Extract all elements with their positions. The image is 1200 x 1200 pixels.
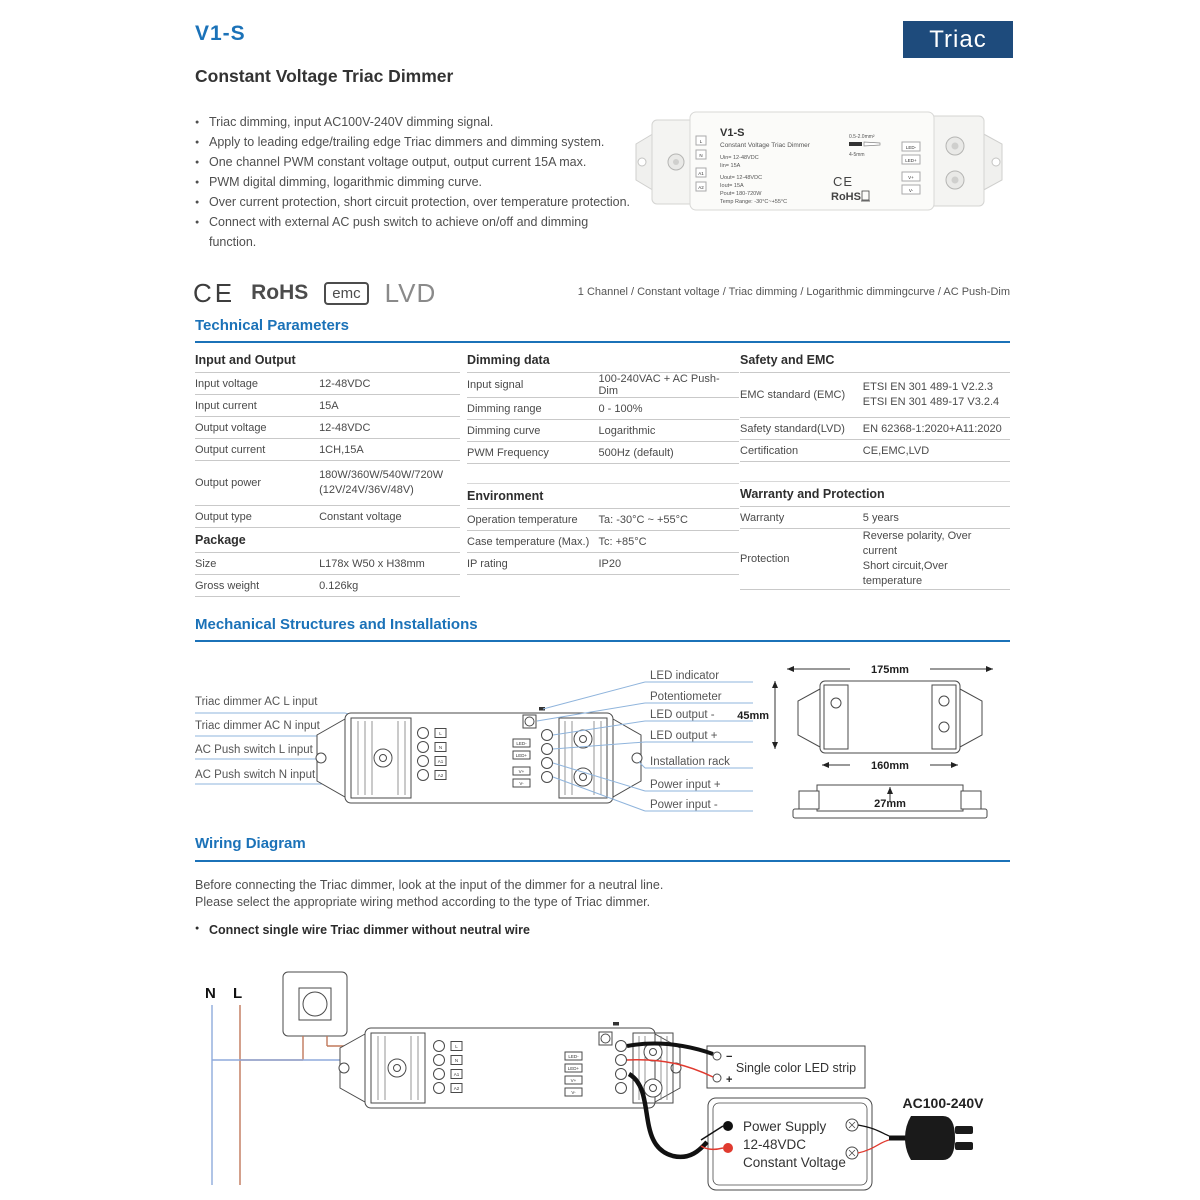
label-potentiometer: Potentiometer [650,691,722,703]
table-row: Output current 1CH,15A [195,439,460,461]
feature-item: ● PWM digital dimming, logarithmic dimming curve. [195,172,635,192]
dim-27mm: 27mm [874,798,906,810]
svg-text:Pout= 180-720W: Pout= 180-720W [720,191,762,197]
lvd-mark: LVD [384,277,437,308]
svg-text:V+: V+ [908,175,914,180]
label-triac-ac-n: Triac dimmer AC N input [195,720,320,732]
ac-plug-icon [905,1116,973,1160]
device-drawing [316,707,642,803]
table-row: Dimming range 0 - 100% [467,398,739,420]
table-row: IP rating IP20 [467,553,739,575]
table-row: EMC standard (EMC) ETSI EN 301 489-1 V2.2.3 ETSI EN 301 489-17 V3.2.4 [740,373,1010,418]
strip-minus: − [726,1051,733,1063]
table-row: Warranty 5 years [740,507,1010,529]
svg-text:V-: V- [908,188,914,193]
svg-text:Uout= 12-48VDC: Uout= 12-48VDC [720,175,763,181]
svg-text:V-: V- [519,781,524,786]
table-group-header: Dimming data [467,348,739,373]
mechanical-diagram [195,655,1010,830]
svg-text:LED+: LED+ [515,753,528,758]
table-group-header: Safety and EMC [740,348,1010,373]
svg-text:Temp Range: -30°C~+55°C: Temp Range: -30°C~+55°C [720,199,788,205]
psu-plus-terminal [723,1143,733,1153]
svg-text:LED-: LED- [905,145,917,150]
svg-text:LED-: LED- [516,741,527,746]
psu-minus-terminal [723,1121,733,1131]
section-technical-parameters: Technical Parameters [195,317,349,334]
label-power-input-minus: Power input - [650,799,718,811]
svg-text:Iout= 15A: Iout= 15A [720,183,744,189]
table-row: Gross weight 0.126kg [195,575,460,597]
certification-row [193,276,436,310]
led-indicator [613,1022,619,1026]
wiring-bullet: ● Connect single wire Triac dimmer without neutral wire [195,923,530,937]
section-divider [195,640,1010,642]
label-power-input-plus: Power input + [650,779,721,791]
led-strip-label: Single color LED strip [735,1061,857,1075]
section-mechanical: Mechanical Structures and Installations [195,616,478,633]
svg-text:V-: V- [571,1090,576,1095]
svg-text:RoHS: RoHS [831,191,861,203]
table-row: Operation temperature Ta: -30°C ~ +55°C [467,509,739,531]
table-row: Protection Reverse polarity, Over current Short circuit,Over temperature [740,529,1010,590]
svg-text:CE: CE [833,174,854,189]
svg-text:A1: A1 [698,171,704,176]
table-group-header: Warranty and Protection [740,482,1010,507]
label-led-indicator: LED indicator [650,670,720,682]
svg-text:LED+: LED+ [567,1066,580,1071]
side-view [793,785,987,818]
svg-text:V+: V+ [518,769,525,774]
dimension-drawing [737,661,993,818]
svg-text:A2: A2 [437,773,444,778]
table-row: Output type Constant voltage [195,506,460,528]
table-group-header: Input and Output [195,348,460,373]
emc-mark: emc [324,282,368,305]
product-summary: 1 Channel / Constant voltage / Triac dimming / Logarithmic dimmingcurve / AC Push-Dim [577,286,1010,298]
svg-text:L: L [699,139,703,144]
label-led-output-plus: LED output + [650,730,718,742]
dim-160mm: 160mm [871,760,909,772]
label-push-l: AC Push switch L input [195,744,313,756]
wiring-intro: Before connecting the Triac dimmer, look at the input of the dimmer for a neutral line. Please select the appropriate wiring method according to the type of Triac dimmer. [195,878,664,909]
table-group-header: Environment [467,484,739,509]
feature-item: ● Triac dimming, input AC100V-240V dimming signal. [195,112,635,132]
svg-text:N: N [438,745,443,750]
svg-text:L: L [439,731,442,736]
svg-text:L: L [455,1044,458,1049]
svg-text:N: N [699,153,703,158]
feature-item: ● Apply to leading edge/trailing edge Triac dimmers and dimming system. [195,132,635,152]
feature-item: ● Over current protection, short circuit protection, over temperature protection. [195,192,635,212]
svg-text:V+: V+ [570,1078,577,1083]
table-row: PWM Frequency 500Hz (default) [467,442,739,464]
table-row: Safety standard(LVD) EN 62368-1:2020+A11:2020 [740,418,1010,440]
table-row: Size L178x W50 x H38mm [195,553,460,575]
svg-text:LED+: LED+ [905,158,917,163]
wiring-diagram [195,950,1010,1200]
section-wiring: Wiring Diagram [195,835,306,852]
svg-text:0.5-2.0mm²: 0.5-2.0mm² [849,134,875,140]
label-triac-ac-l: Triac dimmer AC L input [195,696,318,708]
product-subtitle: Constant Voltage Triac Dimmer [195,66,454,86]
feature-item: ● Connect with external AC push switch to achieve on/off and dimming function. [195,212,635,252]
svg-text:Power Supply: Power Supply [743,1119,827,1134]
rohs-mark: RoHS [251,281,309,304]
svg-text:Constant Voltage: Constant Voltage [743,1155,846,1170]
dim-175mm: 175mm [871,664,909,676]
table-row: Output power 180W/360W/540W/720W (12V/24V/36V/48V) [195,461,460,506]
triac-dimmer-switch [283,972,347,1036]
table-row: Input signal 100-240VAC + AC Push-Dim [467,373,739,398]
table-row: Input voltage 12-48VDC [195,373,460,395]
table-row: Input current 15A [195,395,460,417]
table-spacer [740,462,1010,482]
svg-text:4-5mm: 4-5mm [849,152,865,158]
triac-badge: Triac [903,21,1013,58]
feature-list [195,112,635,252]
svg-text:Uin= 12-48VDC: Uin= 12-48VDC [720,155,759,161]
neutral-label: N [205,985,216,1002]
svg-text:LED-: LED- [568,1054,579,1059]
section-divider [195,341,1010,343]
ac-voltage-label: AC100-240V [902,1095,984,1111]
live-label: L [233,985,243,1002]
svg-text:A1: A1 [437,759,444,764]
table-col-safety [740,348,1010,590]
table-row: Output voltage 12-48VDC [195,417,460,439]
ce-mark: CE [193,277,236,308]
label-push-n: AC Push switch N input [195,769,316,781]
table-row: Case temperature (Max.) Tc: +85°C [467,531,739,553]
device-drawing [339,1022,681,1108]
svg-text:Iin= 15A: Iin= 15A [720,163,741,169]
table-spacer [467,464,739,484]
svg-text:A2: A2 [698,185,704,190]
power-supply [708,1098,872,1190]
product-image [628,100,1016,222]
section-divider [195,860,1010,862]
page-title: V1-S [195,22,246,45]
dim-45mm: 45mm [737,710,769,722]
table-col-dimming [467,348,739,575]
svg-text:Constant Voltage Triac Dimmer: Constant Voltage Triac Dimmer [720,142,810,149]
strip-plus: + [726,1074,733,1086]
feature-item: ● One channel PWM constant voltage output, output current 15A max. [195,152,635,172]
table-group-header: Package [195,528,460,553]
table-row: Dimming curve Logarithmic [467,420,739,442]
svg-text:A2: A2 [453,1086,460,1091]
svg-text:A1: A1 [453,1072,460,1077]
device-model: V1-S [720,127,745,139]
table-row: Certification CE,EMC,LVD [740,440,1010,462]
svg-text:N: N [454,1058,459,1063]
table-col-input-output [195,348,460,597]
mount-hole [638,158,646,166]
led-strip [707,1046,865,1088]
label-led-output-minus: LED output - [650,709,715,721]
label-installation-rack: Installation rack [650,756,730,768]
svg-text:12-48VDC: 12-48VDC [743,1137,807,1152]
mount-hole [992,158,1000,166]
